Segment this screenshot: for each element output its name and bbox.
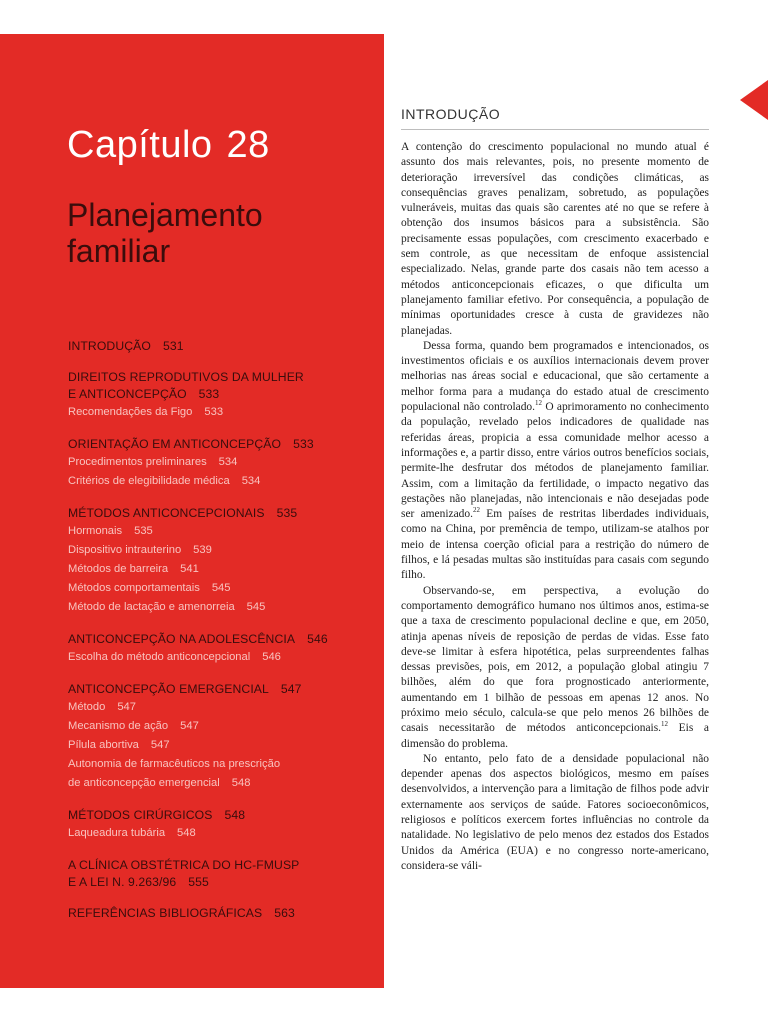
toc-heading-text: E A LEI N. 9.263/96 (68, 875, 177, 889)
toc-section (68, 338, 368, 355)
toc-subitem-text: Laqueadura tubária (68, 827, 166, 839)
toc-subitem-text: Recomendações da Figo (68, 406, 193, 418)
toc-subitem-text: de anticoncepção emergencial (68, 777, 220, 789)
toc-subitem-text: Pílula abortiva (68, 739, 139, 751)
toc-heading[interactable] (68, 905, 368, 922)
toc-heading[interactable] (68, 338, 368, 355)
toc-page-number: 541 (180, 563, 199, 575)
toc-heading[interactable] (68, 436, 368, 453)
table-of-contents (68, 338, 368, 936)
toc-subitem[interactable] (68, 579, 368, 598)
toc-page-number: 548 (177, 827, 196, 839)
toc-subitem-text: Mecanismo de ação (68, 720, 169, 732)
toc-heading[interactable] (68, 505, 368, 522)
toc-heading[interactable] (68, 631, 368, 648)
section-heading: INTRODUÇÃO (401, 106, 709, 130)
toc-subitem[interactable] (68, 774, 368, 793)
toc-heading-text: ANTICONCEPÇÃO NA ADOLESCÊNCIA (68, 632, 296, 646)
toc-subitem[interactable] (68, 541, 368, 560)
toc-heading-text: ORIENTAÇÃO EM ANTICONCEPÇÃO (68, 437, 282, 451)
chapter-subtitle: Planejamento familiar (67, 197, 263, 269)
toc-page-number: 546 (307, 632, 328, 646)
toc-subitem-text: Critérios de elegibilidade médica (68, 475, 230, 487)
toc-page-number: 545 (211, 582, 231, 594)
toc-subitem-text: Métodos de barreira (68, 563, 169, 575)
toc-page-number: 547 (117, 701, 136, 713)
toc-heading[interactable] (68, 681, 368, 698)
toc-page-number: 533 (293, 437, 314, 451)
toc-heading-text: E ANTICONCEPÇÃO (68, 387, 187, 401)
toc-page-number: 531 (162, 339, 184, 353)
toc-subitem[interactable] (68, 560, 368, 579)
toc-subitem-text: Método de lactação e amenorreia (68, 601, 235, 613)
body-paragraph: Observando-se, em perspectiva, a evolução do comportamento demográfico humano nos últimos anos, estima-se que a taxa de crescimento populacional decline e que, em 2050, atinja apenas níveis de reposição de perdas de vidas. Esse fato deve-se limitar à esfera hipotética, pelas surpreendentes falhas dessas previsões, pois, em 2012, a população global atingiu 7 bilhões, além do que fora prognosticado anteriormente, aumentando em 1 bilhão de pessoas em apenas 12 anos. No próximo meio século, calcula-se que pelo menos 26 bilhões de casais necessitarão de métodos anticoncepcionais.$^{12}$ Eis a dimensão do problema. (401, 584, 709, 750)
toc-page-number: 534 (241, 475, 261, 487)
citation-superscript: 12 (535, 399, 542, 408)
toc-subitem[interactable] (68, 698, 368, 717)
toc-subitem-text: Autonomia de farmacêuticos na prescrição (68, 758, 281, 770)
toc-section (68, 807, 368, 843)
toc-heading[interactable] (68, 369, 368, 386)
toc-heading[interactable] (68, 386, 368, 403)
toc-subitem[interactable] (68, 453, 368, 472)
toc-page-number: 535 (134, 525, 153, 537)
toc-page-number: 547 (180, 720, 199, 732)
toc-section (68, 369, 368, 422)
toc-page-number: 563 (274, 906, 295, 920)
toc-heading[interactable] (68, 807, 368, 824)
toc-subitem[interactable] (68, 824, 368, 843)
toc-heading-text: ANTICONCEPÇÃO EMERGENCIAL (68, 682, 269, 696)
toc-subitem-text: Hormonais (68, 525, 123, 537)
chapter-label: Capítulo (67, 124, 213, 166)
toc-heading-text: MÉTODOS ANTICONCEPCIONAIS (68, 506, 265, 520)
toc-page-number: 534 (218, 456, 238, 468)
toc-page-number: 547 (280, 682, 302, 696)
body-paragraph: No entanto, pelo fato de a densidade populacional não depender apenas dos aspectos biológicos, mesmo em países desenvolvidos, a intervenção para a limitação de filhos pode advir externamente aos serviços de saúde. Fatores socioeconômicos, religiosos e políticos exercem fortes influências no controle da natalidade. No legislativo de pelo menos dez estados dos Estados Unidos da América (EUA) e no congresso norte-americano, considera-se váli- (401, 752, 709, 872)
toc-section (68, 857, 368, 891)
toc-subitem[interactable] (68, 717, 368, 736)
toc-page-number: 547 (150, 739, 170, 751)
toc-heading[interactable] (68, 874, 368, 891)
citation-superscript: 12 (661, 720, 669, 729)
toc-section (68, 905, 368, 922)
toc-heading[interactable] (68, 857, 368, 874)
toc-subitem[interactable] (68, 648, 368, 667)
toc-subitem[interactable] (68, 736, 368, 755)
toc-subitem-text: Procedimentos preliminares (68, 456, 207, 468)
toc-subitem-text: Escolha do método anticoncepcional (68, 651, 251, 663)
toc-subitem[interactable] (68, 472, 368, 491)
toc-heading-text: INTRODUÇÃO (68, 339, 151, 353)
toc-page-number: 533 (204, 406, 224, 418)
toc-section (68, 681, 368, 793)
body-text (401, 140, 709, 874)
toc-subitem[interactable] (68, 598, 368, 617)
body-column (401, 106, 709, 874)
body-paragraph: A contenção do crescimento populacional no mundo atual é assunto dos mais relevantes, pois, no presente momento de deterioração irreversível das condições climáticas, as consequências graves penalizam, sobretudo, as populações vulneráveis, muitas das quais são carentes até no que se refere à obtenção dos insumos básicos para a subsistência. São precisamente essas populações, com crescimento exacerbado e sem controle, as que necessitam de enfoque assistencial especializado. Nelas, grande parte dos casais não tem acesso a métodos anticoncepcionais eficazes, o que dificulta um planejamento familiar efetivo. Por consequência, a população de mínimas oportunidades cresce à custa de gravidezes não planejadas. (401, 141, 709, 337)
toc-subitem-text: Método (68, 701, 106, 713)
body-paragraph: Dessa forma, quando bem programados e intencionados, os investimentos oficiais e os auxílios internacionais devem prover melhorias nas áreas social e educacional, que são certamente a melhor forma para a mudança do estado atual de crescimento populacional não controlado.$^{12}$ O aprimoramento no conhecimento da população, revelado pelos indicadores de qualidade nas referidas áreas, propicia a essa comunidade melhor acesso a informações e, a partir disso, entre vários outros benefícios sociais, permite-lhe desfrutar dos métodos de planejamento familiar. Assim, com a limitação da fertilidade, o impacto negativo das gestações não planejadas, não intencionais e não desejadas pode ser amenizado.$^{22}$ Em países de restritas liberdades individuais, como na China, por premência de tempo, utilizam-se atalhos por meio de intensa coerção oficial para a restrição do número de filhos, e lá pesadas multas são instituídas para casais com segundo filho. (401, 339, 709, 582)
chapter-title (67, 126, 270, 164)
page-tab-marker (740, 80, 768, 120)
chapter-panel (0, 34, 384, 988)
toc-page-number: 546 (262, 651, 281, 663)
toc-page-number: 533 (198, 387, 220, 401)
toc-section (68, 631, 368, 667)
toc-page-number: 535 (276, 506, 298, 520)
toc-page-number: 539 (193, 544, 212, 556)
toc-subitem-text: Métodos comportamentais (68, 582, 200, 594)
toc-page-number: 545 (246, 601, 266, 613)
toc-page-number: 548 (224, 808, 246, 822)
toc-heading-text: DIREITOS REPRODUTIVOS DA MULHER (68, 370, 304, 384)
toc-subitem[interactable] (68, 755, 368, 774)
toc-heading-text: A CLÍNICA OBSTÉTRICA DO HC-FMUSP (68, 858, 300, 872)
toc-heading-text: REFERÊNCIAS BIBLIOGRÁFICAS (68, 906, 263, 920)
toc-subitem-text: Dispositivo intrauterino (68, 544, 182, 556)
toc-heading-text: MÉTODOS CIRÚRGICOS (68, 808, 213, 822)
toc-subitem[interactable] (68, 403, 368, 422)
toc-section (68, 436, 368, 491)
toc-subitem[interactable] (68, 522, 368, 541)
citation-superscript: 22 (472, 506, 480, 515)
chapter-number: 28 (226, 124, 270, 166)
toc-section (68, 505, 368, 617)
toc-page-number: 555 (188, 875, 209, 889)
toc-page-number: 548 (231, 777, 251, 789)
